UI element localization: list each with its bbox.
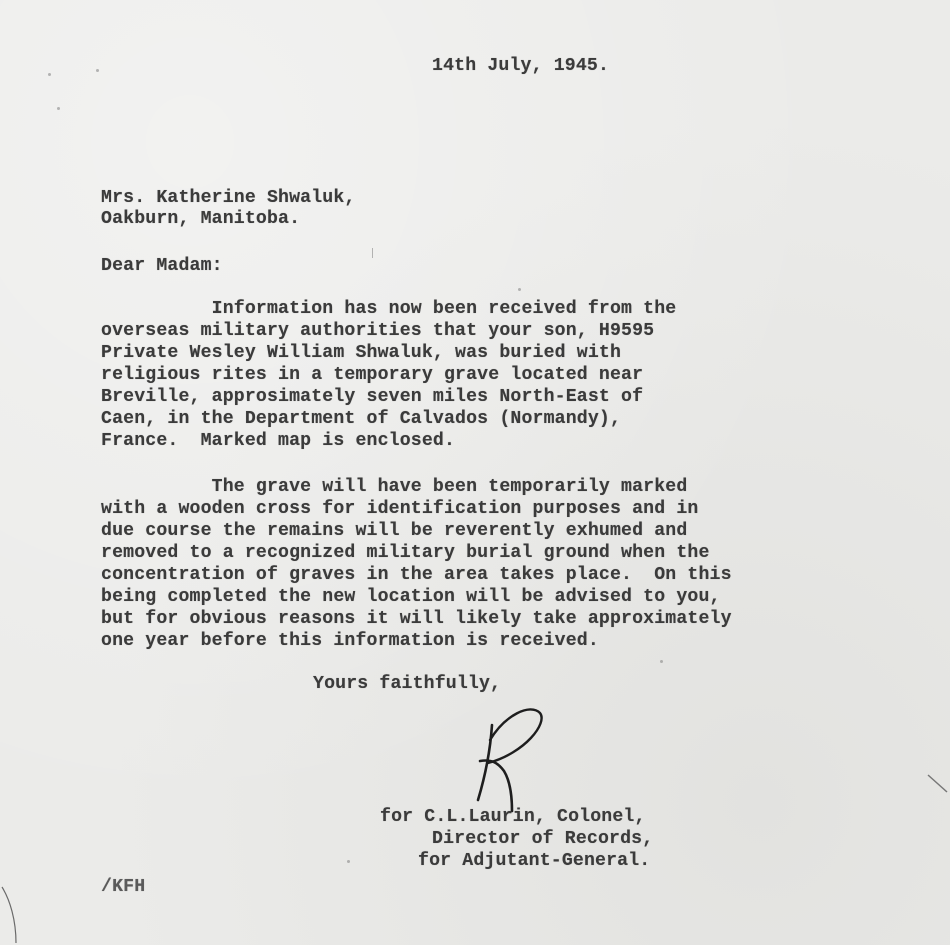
salutation: Dear Madam: <box>101 256 223 276</box>
signatory-title: Director of Records, <box>432 829 654 849</box>
paper-speck <box>660 660 663 663</box>
paragraph-2-line: being completed the new location will be advised to you, <box>101 587 721 607</box>
paragraph-1-line: Caen, in the Department of Calvados (Normandy), <box>101 409 622 429</box>
paragraph-2-line: removed to a recognized military burial ground when the <box>101 543 710 563</box>
paper-speck <box>48 73 51 76</box>
paper-speck <box>57 107 60 110</box>
paper-speck <box>96 69 99 72</box>
letter-date: 14th July, 1945. <box>432 56 610 76</box>
reference-initials: /KFH <box>101 877 146 897</box>
signatory-name: for C.L.Laurin, Colonel, <box>380 807 646 827</box>
paper-speck <box>518 288 521 291</box>
paper-mark <box>372 248 373 258</box>
paragraph-1-line: overseas military authorities that your son, H9595 <box>101 321 655 341</box>
paragraph-2-line: concentration of graves in the area takes place. On this <box>101 565 732 585</box>
paragraph-1-line: Breville, approsimately seven miles North-East of <box>101 387 644 407</box>
paragraph-1-line: Information has now been received from the <box>101 299 677 319</box>
paragraph-2-line: one year before this information is received. <box>101 631 599 651</box>
paragraph-1-line: France. Marked map is enclosed. <box>101 431 456 451</box>
paper-speck <box>347 860 350 863</box>
paragraph-1-line: Private Wesley William Shwaluk, was buried with <box>101 343 622 363</box>
closing: Yours faithfully, <box>313 674 502 694</box>
paper-edge-curve-icon <box>0 885 25 945</box>
paragraph-2-line: The grave will have been temporarily marked <box>101 477 688 497</box>
recipient-address: Oakburn, Manitoba. <box>101 209 301 229</box>
handwritten-signature-icon <box>470 705 560 820</box>
paragraph-2-line: with a wooden cross for identification purposes and in <box>101 499 699 519</box>
paragraph-2-line: due course the remains will be reverently exhumed and <box>101 521 688 541</box>
paper-edge-mark-icon <box>925 770 950 800</box>
recipient-name: Mrs. Katherine Shwaluk, <box>101 188 356 208</box>
signatory-office: for Adjutant-General. <box>418 851 651 871</box>
paragraph-1-line: religious rites in a temporary grave located near <box>101 365 644 385</box>
paragraph-2-line: but for obvious reasons it will likely take approximately <box>101 609 732 629</box>
